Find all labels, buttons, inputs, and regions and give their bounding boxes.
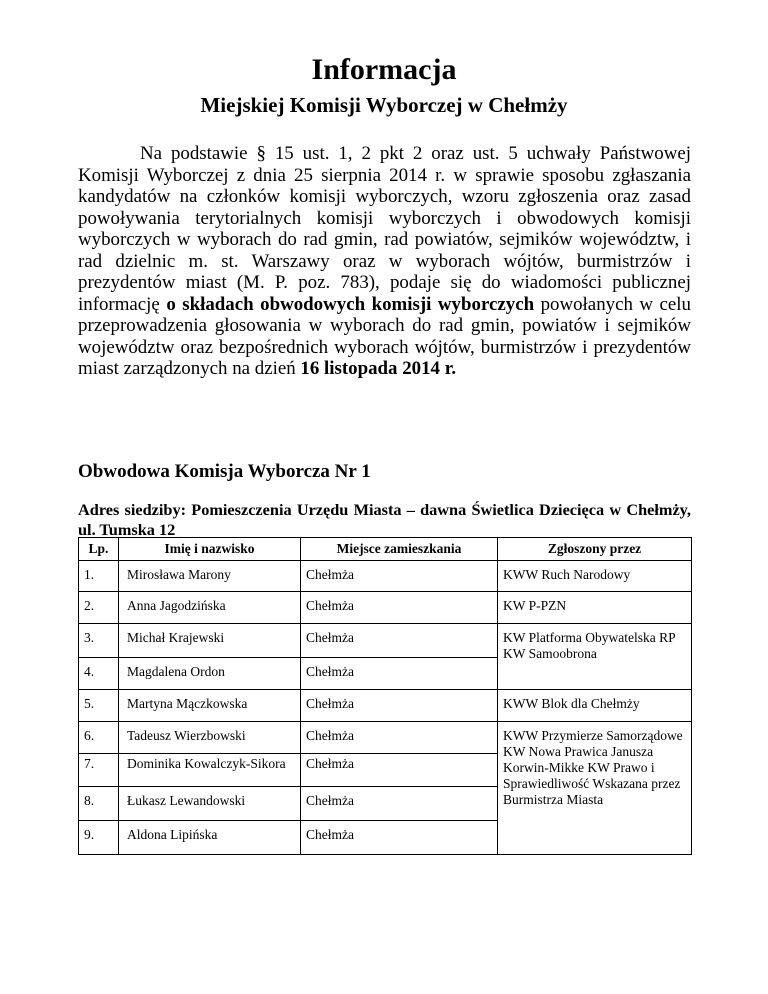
committee-table xyxy=(78,537,692,855)
cell-reported-by: KWW Ruch Narodowy xyxy=(498,561,692,592)
cell-reported-by: KW Platforma Obywatelska RP KW Samoobrona xyxy=(498,624,692,690)
document-title: Informacja xyxy=(311,53,457,86)
cell-name: Anna Jagodzińska xyxy=(119,592,301,624)
cell-lp: 2. xyxy=(79,592,119,624)
section-title: Obwodowa Komisja Wyborcza Nr 1 xyxy=(78,461,371,482)
cell-reported-by: KWW Blok dla Chełmży xyxy=(498,690,692,722)
cell-lp: 8. xyxy=(79,787,119,821)
header-lp: Lp. xyxy=(79,538,119,561)
header-name: Imię i nazwisko xyxy=(119,538,301,561)
table-row xyxy=(79,722,692,754)
cell-reported-by: KWW Przymierze Samorządowe KW Nowa Prawica Janusza Korwin-Mikke KW Prawo i Sprawiedliwość Wskazana przez Burmistrza Miasta xyxy=(498,722,692,855)
table-row xyxy=(79,561,692,592)
cell-name: Łukasz Lewandowski xyxy=(119,787,301,821)
cell-name: Michał Krajewski xyxy=(119,624,301,658)
cell-residence: Chełmża xyxy=(301,754,498,787)
cell-residence: Chełmża xyxy=(301,690,498,722)
cell-lp: 1. xyxy=(79,561,119,592)
cell-residence: Chełmża xyxy=(301,561,498,592)
cell-reported-by: KW P-PZN xyxy=(498,592,692,624)
cell-residence: Chełmża xyxy=(301,592,498,624)
cell-residence: Chełmża xyxy=(301,787,498,821)
intro-paragraph xyxy=(78,143,691,380)
cell-residence: Chełmża xyxy=(301,658,498,690)
table-row xyxy=(79,592,692,624)
cell-residence: Chełmża xyxy=(301,722,498,754)
cell-name: Mirosława Marony xyxy=(119,561,301,592)
cell-name: Magdalena Ordon xyxy=(119,658,301,690)
cell-residence: Chełmża xyxy=(301,624,498,658)
cell-residence: Chełmża xyxy=(301,821,498,855)
cell-name: Martyna Mączkowska xyxy=(119,690,301,722)
table-row xyxy=(79,624,692,658)
intro-text-2: powołanych w celu przeprowadzenia głosowania w wyborach do rad gmin, powiatów i sejmików województw oraz bezpośrednich wyborach wójtów, burmistrzów i prezydentów miast zarządzonych na dzień xyxy=(78,293,691,379)
section-address: Adres siedziby: Pomieszczenia Urzędu Miasta – dawna Świetlica Dziecięca w Chełmży, ul. Tumska 12 xyxy=(78,500,691,539)
cell-name: Aldona Lipińska xyxy=(119,821,301,855)
cell-lp: 7. xyxy=(79,754,119,787)
header-reported-by: Zgłoszony przez xyxy=(498,538,692,561)
header-residence: Miejsce zamieszkania xyxy=(301,538,498,561)
cell-name: Dominika Kowalczyk-Sikora xyxy=(119,754,301,787)
intro-bold-date: 16 listopada 2014 r. xyxy=(300,358,457,379)
cell-lp: 3. xyxy=(79,624,119,658)
intro-bold-1: o składach obwodowych komisji wyborczych xyxy=(166,293,535,315)
table-row xyxy=(79,690,692,722)
cell-lp: 6. xyxy=(79,722,119,754)
intro-text-1: Na podstawie § 15 ust. 1, 2 pkt 2 oraz ust. 5 uchwały Państwowej Komisji Wyborczej z dnia 25 sierpnia 2014 r. w sprawie sposobu zgłaszania kandydatów na członków komisji wyborczych, wzoru zgłoszenia oraz zasad powoływania terytorialnych komisji wyborczych i obwodowych komisji wyborczych w wyborach do rad gmin, rad powiatów, sejmików województw, i rad dzielnic m. st. Warszawy oraz w wyborach wójtów, burmistrzów i prezydentów miast (M. P. poz. 783), podaje się do wiadomości publicznej informację xyxy=(78,143,691,315)
cell-lp: 5. xyxy=(79,690,119,722)
cell-name: Tadeusz Wierzbowski xyxy=(119,722,301,754)
cell-lp: 9. xyxy=(79,821,119,855)
cell-lp: 4. xyxy=(79,658,119,690)
table-header-row xyxy=(79,538,692,561)
document-subtitle: Miejskiej Komisji Wyborczej w Chełmży xyxy=(200,93,568,117)
